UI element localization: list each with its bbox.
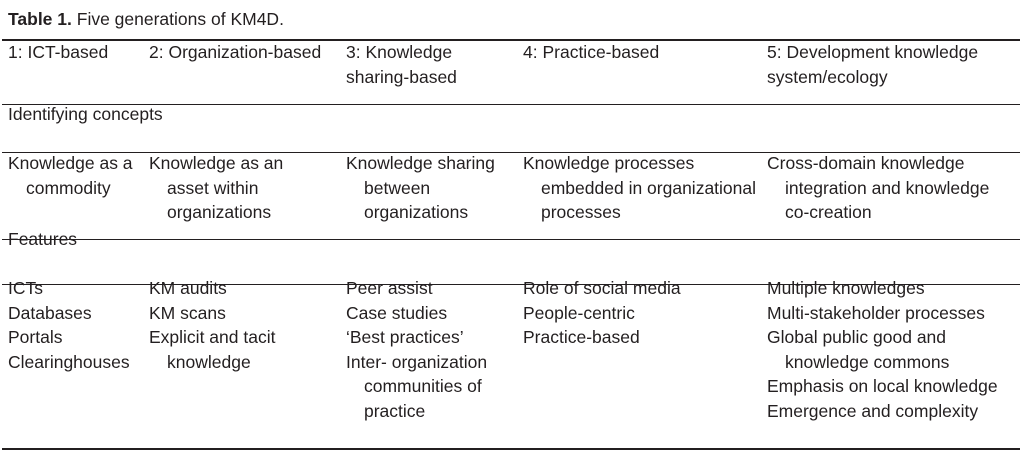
cell-text: Knowledge as a commodity — [8, 153, 133, 198]
feature-item: Explicit and tacit knowledge — [149, 327, 276, 372]
caption-text: Five generations of KM4D. — [76, 9, 284, 29]
feature-item: Emphasis on local knowledge — [767, 376, 998, 397]
table-cell — [149, 276, 346, 424]
feature-item: Clearinghouses — [8, 351, 130, 372]
table-cell — [346, 151, 523, 227]
cell-text: Knowledge as an asset within organizations — [149, 153, 284, 223]
column-header: 4: Practice-based — [523, 42, 660, 62]
feature-item: Multiple knowledges — [767, 278, 925, 298]
feature-item: Databases — [8, 302, 92, 323]
feature-item: People-centric — [523, 302, 635, 323]
column-header: 5: Development knowledge system/ecology — [767, 42, 979, 87]
feature-item: Inter- organization communities of practice — [346, 351, 488, 421]
feature-item: KM audits — [149, 278, 227, 298]
feature-item: Multi-stakeholder processes — [767, 302, 985, 323]
feature-item: KM scans — [149, 302, 226, 323]
feature-item: Practice-based — [523, 327, 640, 348]
table-cell — [767, 276, 1024, 424]
feature-item: Global public good and knowledge commons — [767, 327, 950, 372]
table-cell — [523, 276, 767, 424]
table-cell — [149, 151, 346, 227]
column-header: 3: Knowledge sharing-based — [346, 42, 457, 87]
section-row — [0, 102, 1024, 151]
feature-item: ICTs — [8, 278, 43, 298]
table-caption — [8, 8, 284, 30]
feature-item: Portals — [8, 327, 63, 348]
table-cell — [0, 276, 149, 424]
section-label: Identifying concepts — [8, 104, 163, 124]
section-label: Features — [8, 229, 78, 249]
concepts-row — [0, 151, 1024, 227]
cell-text: Knowledge sharing between organizations — [346, 153, 495, 223]
column-header: 2: Organization-based — [149, 42, 322, 62]
table-cell — [523, 151, 767, 227]
cell-text: Knowledge processes embedded in organizational processes — [523, 153, 757, 223]
feature-item: Emergence and complexity — [767, 400, 979, 421]
section-row — [0, 227, 1024, 276]
feature-item: Peer assist — [346, 278, 433, 298]
column-header: 1: ICT-based — [8, 42, 109, 62]
table-cell — [767, 151, 1024, 227]
table-cell — [346, 276, 523, 424]
features-row — [0, 276, 1024, 424]
caption-label: Table 1. — [8, 9, 72, 29]
feature-item: Case studies — [346, 302, 448, 323]
header-row — [0, 40, 1024, 102]
feature-item: Role of social media — [523, 278, 681, 298]
table-cell — [0, 151, 149, 227]
km4d-table — [0, 40, 1024, 424]
cell-text: Cross-domain knowledge integration and knowledge co-creation — [767, 153, 990, 223]
feature-item: ‘Best practices’ — [346, 327, 464, 348]
bottom-rule — [2, 448, 1020, 450]
